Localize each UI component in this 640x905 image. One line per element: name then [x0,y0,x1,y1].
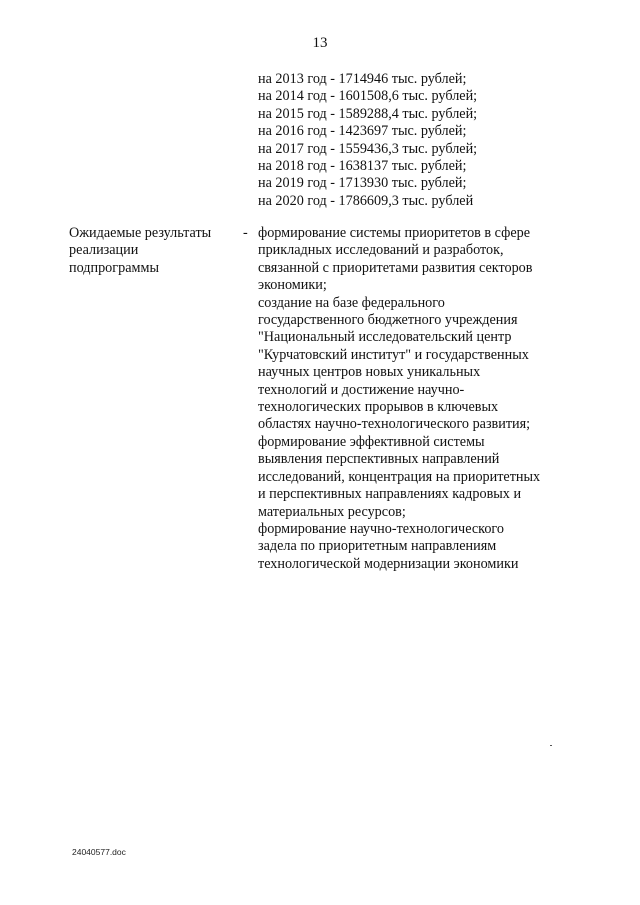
results-line: государственного бюджетного учреждения [258,312,518,329]
results-line: "Национальный исследовательский центр [258,329,512,346]
funding-line: на 2020 год - 1786609,3 тыс. рублей [258,192,474,209]
results-line: "Курчатовский институт" и государственных [258,346,529,363]
funding-line: на 2013 год - 1714946 тыс. рублей; [258,71,467,87]
results-line: формирование научно-технологического [258,520,504,537]
expected-results-text [258,225,563,573]
results-line: формирование эффективной системы [258,433,485,450]
label-line: подпрограммы [69,259,159,276]
results-dash: - [243,225,248,241]
results-line: экономики; [258,277,327,294]
results-line: научных центров новых уникальных [258,364,481,381]
results-line: технологической модернизации экономики [258,555,519,572]
funding-line: на 2019 год - 1713930 тыс. рублей; [258,175,467,192]
page-number: 13 [312,35,328,51]
funding-line: на 2014 год - 1601508,6 тыс. рублей; [258,88,478,105]
funding-line: на 2015 год - 1589288,4 тыс. рублей; [258,105,478,122]
results-line: формирование системы приоритетов в сфере [258,225,531,241]
funding-line: на 2017 год - 1559436,3 тыс. рублей; [258,140,478,157]
results-line: создание на базе федерального [258,294,445,311]
results-line: выявления перспективных направлений [258,451,500,468]
label-line: Ожидаемые результаты [69,225,212,241]
footer-file-name: 24040577.doc [72,847,126,857]
results-line: областях научно-технологического развития; [258,416,531,433]
results-line: материальных ресурсов; [258,503,406,520]
results-line: технологий и достижение научно- [258,381,465,398]
expected-results-label [69,225,239,277]
results-line: и перспективных направлениях кадровых и [258,486,522,503]
label-line: реализации [69,242,139,259]
funding-line: на 2016 год - 1423697 тыс. рублей; [258,123,467,140]
funding-line: на 2018 год - 1638137 тыс. рублей; [258,158,467,175]
results-line: связанной с приоритетами развития секторов [258,259,533,276]
scan-speck [550,745,552,746]
results-line: задела по приоритетным направлениям [258,538,497,555]
results-line: прикладных исследований и разработок, [258,242,504,259]
results-line: технологических прорывов в ключевых [258,399,499,416]
funding-list [258,71,477,210]
results-line: исследований, концентрация на приоритетных [258,468,541,485]
